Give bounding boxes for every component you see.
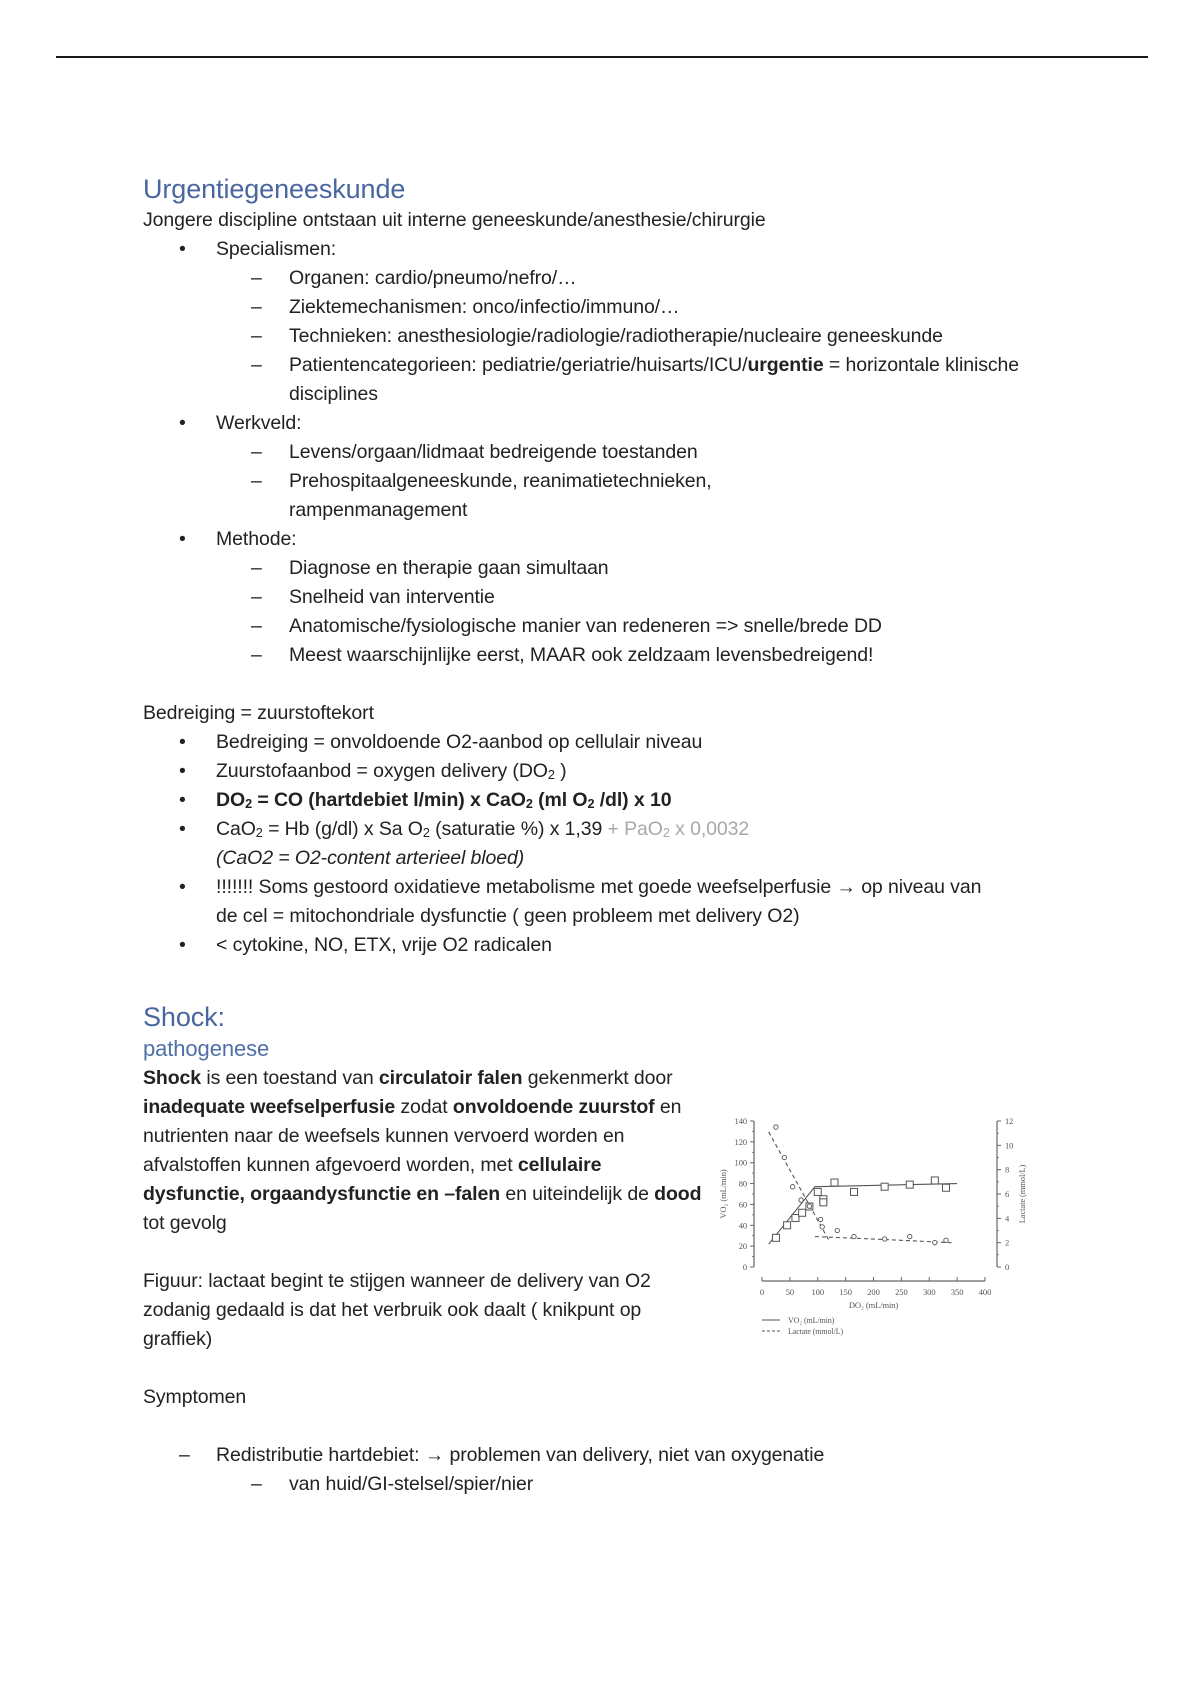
text: + PaO	[607, 818, 663, 840]
vo2-point	[881, 1183, 888, 1190]
y2-axis-label: Lactate (mmol/L)	[1017, 1164, 1027, 1224]
bold-text: urgentie	[747, 354, 824, 376]
spacer	[143, 670, 1103, 699]
bullet: • Bedreiging = onvoldoende O2-aanbod op cellulair niveau	[143, 728, 1103, 757]
bold-text: cellulaire dysfunctie, orgaandysfunctie en –falen	[143, 1154, 602, 1205]
y2-tick-label: 6	[1005, 1189, 1010, 1199]
symptomen-title: Symptomen	[143, 1386, 247, 1408]
vo2-point	[784, 1222, 791, 1229]
y-tick-label: 100	[734, 1157, 747, 1168]
do2-vo2-lactate-chart	[710, 1109, 1060, 1399]
subscript: 2	[245, 796, 253, 811]
x-tick-label: 0	[759, 1287, 765, 1297]
lactate-point	[782, 1155, 786, 1159]
lactate-point	[852, 1234, 856, 1238]
shock-definition	[143, 1064, 703, 1238]
lactate-point	[944, 1238, 948, 1242]
vo2-point	[799, 1209, 806, 1216]
chart-svg	[710, 1109, 1060, 1399]
x-tick-label: 100	[811, 1287, 824, 1297]
section-heading-shock: Shock:	[143, 1002, 225, 1032]
spacer	[143, 1412, 1103, 1441]
vo2-point	[906, 1181, 913, 1188]
bullet	[143, 757, 1103, 786]
subscript: 2	[525, 796, 533, 811]
y-tick-label: 0	[742, 1262, 747, 1272]
bold-text: Shock	[143, 1067, 202, 1089]
x-tick-label: 50	[785, 1287, 795, 1297]
bullet-cao2-formula	[143, 815, 1103, 873]
header-rule	[56, 56, 1148, 58]
legend-label: Lactate (mmol/L)	[788, 1327, 844, 1336]
vo2-fit-line	[769, 1184, 957, 1244]
sub-bullet: – Redistributie hartdebiet: → problemen van delivery, niet van oxygenatie	[143, 1441, 1103, 1470]
bold-text: onvoldoende zuurstof	[452, 1096, 655, 1118]
grey-text	[608, 818, 750, 840]
vo2-point	[831, 1179, 838, 1186]
text: = horizontale klinische disciplines	[289, 354, 1019, 405]
y-tick-label: 60	[738, 1199, 747, 1210]
x-tick-label: 400	[978, 1287, 992, 1297]
text: x 0,0032	[669, 818, 750, 840]
text: (ml O	[532, 789, 588, 811]
y2-tick-label: 10	[1005, 1140, 1014, 1151]
lactate-point	[818, 1217, 822, 1221]
formula	[216, 789, 671, 811]
y-tick-label: 20	[738, 1241, 747, 1252]
vo2-point	[820, 1199, 827, 1206]
x-tick-label: 200	[867, 1287, 880, 1297]
symptomen-list	[143, 1441, 1103, 1499]
sub-bullet: – Ziektemechanismen: onco/infectio/immuno/…	[143, 293, 1103, 322]
italic-note: (CaO2 = O2-content arterieel bloed)	[216, 847, 525, 869]
document-page	[143, 172, 1103, 1499]
x-tick-label: 300	[923, 1287, 936, 1297]
x-tick-label: 250	[895, 1287, 908, 1297]
shock-block	[143, 1064, 1103, 1499]
lactate-point	[933, 1240, 937, 1244]
sub-bullet: – van huid/GI-stelsel/spier/nier	[143, 1470, 1103, 1499]
lactate-point	[908, 1234, 912, 1238]
x-tick-label: 350	[950, 1287, 964, 1297]
figure-caption: Figuur: lactaat begint te stijgen wanneer de delivery van O2 zodanig gedaald is dat het verbruik ook daalt ( knikpunt op graffiek)	[143, 1270, 651, 1350]
x-tick-label: 150	[839, 1287, 852, 1297]
y-tick-label: 120	[734, 1136, 747, 1147]
bullet-specialismen: • Specialismen:	[143, 235, 1103, 264]
subheading-pathogenese: pathogenese	[143, 1036, 270, 1061]
y-tick-label: 40	[738, 1220, 747, 1231]
vo2-point	[814, 1188, 821, 1195]
text: DO	[216, 789, 246, 811]
text: Patientencategorieen: pediatrie/geriatrie/huisarts/ICU/	[289, 354, 748, 376]
text: )	[554, 760, 567, 782]
y-tick-label: 140	[734, 1116, 747, 1126]
bullet: • < cytokine, NO, ETX, vrije O2 radicalen	[143, 931, 1103, 960]
sub-bullet: – Organen: cardio/pneumo/nefro/…	[143, 264, 1103, 293]
bold-text: circulatoir falen	[378, 1067, 523, 1089]
sub-bullet: – Meest waarschijnlijke eerst, MAAR ook zeldzaam levensbedreigend!	[143, 641, 1103, 670]
subscript: 2	[547, 767, 555, 782]
text: zodat	[395, 1096, 453, 1118]
y2-tick-label: 8	[1005, 1164, 1010, 1175]
bullet-methode: • Methode:	[143, 525, 1103, 554]
section-heading-urgentiegeneeskunde: Urgentiegeneeskunde	[143, 174, 406, 204]
lactate-point	[774, 1125, 778, 1129]
text: tot gevolg	[143, 1212, 227, 1234]
text: en nutrienten naar de weefsels kunnen vervoerd worden en afvalstoffen kunnen afgevoerd worden, met	[143, 1096, 682, 1176]
bedreiging-list	[143, 728, 1103, 960]
lactate-point	[790, 1185, 794, 1189]
y-axis-label: VO₂ (mL/min)	[718, 1169, 728, 1219]
x-axis-label: DO₂ (mL/min)	[848, 1300, 899, 1310]
text: is een toestand van	[201, 1067, 379, 1089]
vo2-point	[772, 1234, 779, 1241]
lactate-point	[820, 1225, 824, 1229]
y2-tick-label: 12	[1005, 1116, 1014, 1126]
lactate-point	[835, 1228, 839, 1232]
text: Zuurstofaanbod = oxygen delivery (DO	[216, 760, 548, 782]
subscript: 2	[255, 825, 263, 840]
urgentie-list	[143, 235, 1103, 670]
subscript: 2	[422, 825, 430, 840]
bold-text: dood	[654, 1183, 702, 1205]
bullet: • !!!!!!! Soms gestoord oxidatieve metabolisme met goede weefselperfusie → op niveau van de cel = mitochondriale dysfunctie ( geen probleem met delivery O2)	[143, 873, 996, 931]
vo2-point	[850, 1188, 857, 1195]
bullet-werkveld: • Werkveld:	[143, 409, 1103, 438]
subscript: 2	[662, 825, 670, 840]
y-tick-label: 80	[738, 1178, 747, 1189]
text: gekenmerkt door	[522, 1067, 673, 1089]
vo2-point	[942, 1184, 949, 1191]
y2-tick-label: 2	[1005, 1237, 1010, 1248]
subscript: 2	[587, 796, 595, 811]
vo2-point	[931, 1177, 938, 1184]
lactate-point	[807, 1204, 811, 1208]
sub-bullet: – Anatomische/fysiologische manier van redeneren => snelle/brede DD	[143, 612, 1103, 641]
text: /dl) x 10	[594, 789, 672, 811]
sub-bullet: – Diagnose en therapie gaan simultaan	[143, 554, 1103, 583]
lactate-point	[882, 1237, 886, 1241]
legend-label: VO₂ (mL/min)	[788, 1316, 835, 1325]
bullet-do2-formula	[143, 786, 1103, 815]
y2-tick-label: 4	[1005, 1213, 1010, 1224]
text: = Hb (g/dl) x Sa O	[262, 818, 423, 840]
bold-text: inadequate weefselperfusie	[143, 1096, 396, 1118]
text: = CO (hartdebiet l/min) x CaO	[252, 789, 526, 811]
sub-bullet: – Snelheid van interventie	[143, 583, 1103, 612]
sub-bullet: – Prehospitaalgeneeskunde, reanimatietechnieken, rampenmanagement	[143, 467, 769, 525]
y2-tick-label: 0	[1005, 1262, 1010, 1272]
text: CaO	[216, 818, 256, 840]
sub-bullet	[143, 351, 1103, 409]
vo2-point	[792, 1214, 799, 1221]
sub-bullet: – Levens/orgaan/lidmaat bedreigende toestanden	[143, 438, 1103, 467]
spacer	[143, 960, 1103, 1000]
lactate-point	[799, 1198, 803, 1202]
sub-bullet: – Technieken: anesthesiologie/radiologie/radiotherapie/nucleaire geneeskunde	[143, 322, 1103, 351]
text: en uiteindelijk de	[500, 1183, 655, 1205]
text: (saturatie %) x 1,39	[429, 818, 608, 840]
intro-text: Jongere discipline ontstaan uit interne geneeskunde/anesthesie/chirurgie	[143, 209, 766, 231]
bedreiging-title: Bedreiging = zuurstoftekort	[143, 702, 374, 724]
